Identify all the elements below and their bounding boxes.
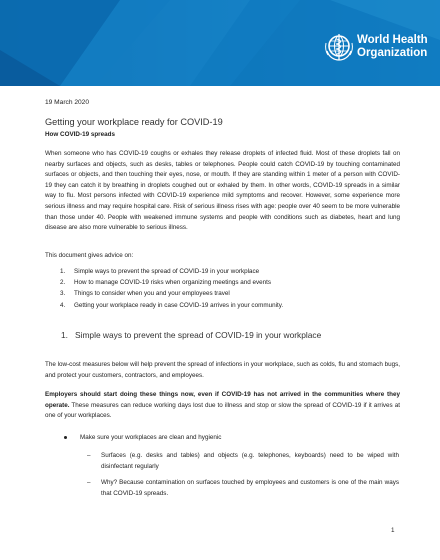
list-item-text: Things to consider when you and your employees travel: [74, 290, 230, 298]
who-logo: [323, 31, 427, 65]
list-item-number: 3.: [60, 290, 66, 298]
list-item: [60, 266, 390, 277]
sub-item-text: Why? Because contamination on surfaces touched by employees and customers is one of the main ways that COVID-19 spreads.: [101, 479, 399, 497]
employers-emphasis: Employers should start doing these things now, even if COVID-19 has not arrived in the communities where they operate.: [45, 391, 400, 409]
sub-item-surfaces: [87, 451, 399, 472]
list-item: [60, 300, 390, 311]
list-item-text: How to manage COVID-19 risks when organizing meetings and events: [74, 279, 272, 287]
page-number: 1: [391, 527, 395, 534]
section-subtitle: How COVID-19 spreads: [45, 131, 115, 138]
document-title: Getting your workplace ready for COVID-19: [45, 117, 223, 127]
who-wordmark-line1: World Health: [357, 34, 428, 46]
list-item-text: Getting your workplace ready in case COVID-19 arrives in your community.: [74, 301, 284, 309]
list-item-text: Simple ways to prevent the spread of COVID-19 in your workplace: [74, 268, 260, 275]
list-item: [60, 288, 390, 299]
who-emblem-icon: [323, 31, 355, 63]
advice-intro: This document gives advice on:: [45, 252, 134, 259]
who-wordmark: [357, 34, 428, 60]
section-heading: [61, 330, 321, 340]
list-item-number: 4.: [60, 301, 66, 309]
employers-rest: These measures can reduce working days lost due to illness and stop or slow the spread of COVID-19 if it arrives at one of your workplaces.: [45, 401, 400, 420]
section-heading-text: Simple ways to prevent the spread of COVID-19 in your workplace: [75, 330, 322, 340]
list-item-number: 2.: [60, 279, 66, 287]
list-item-number: 1.: [60, 268, 66, 275]
dash-icon: –: [87, 452, 91, 459]
who-wordmark-line2: Organization: [357, 47, 428, 59]
intro-paragraph: When someone who has COVID-19 coughs or exhales they release droplets of infected fluid. Most of these droplets fall on nearby surfaces and objects, such as desks, tables or telephones. People could catch COVID-19 by touching contaminated surfaces or objects, and then touching their eyes, nose, or mouth. If they are standing within 1 meter of a person with COVID-19 they can catch it by breathing in droplets coughed out or exhaled by them. In other words, COVID-19 spreads in a similar way to flu. Most persons infected with COVID-19 experience mild symptoms and recover. However, some experience more serious illness and may require hospital care. Risk of serious illness rises with age: people over 40 seem to be more vulnerable than those under 40. People with weakened immune systems and people with conditions such as diabetes, heart and lung disease are also more vulnerable to serious illness.: [45, 150, 400, 232]
low-cost-paragraph: The low-cost measures below will help prevent the spread of infections in your workplace, such as colds, flu and stomach bugs, and protect your customers, contractors, and employees.: [45, 361, 400, 379]
section-number: 1.: [61, 330, 68, 340]
list-item: [60, 277, 390, 288]
sub-item-why: [87, 478, 399, 499]
employers-paragraph: [45, 390, 400, 422]
bullet-icon: [64, 436, 67, 439]
sub-item-text: Surfaces (e.g. desks and tables) and objects (e.g. telephones, keyboards) need to be wiped with disinfectant regularly: [101, 452, 399, 470]
document-date: 19 March 2020: [45, 99, 89, 106]
dash-icon: –: [87, 479, 91, 486]
advice-list: [60, 266, 390, 311]
header-banner: [0, 0, 440, 86]
bullet-text: Make sure your workplaces are clean and hygienic: [80, 434, 222, 441]
